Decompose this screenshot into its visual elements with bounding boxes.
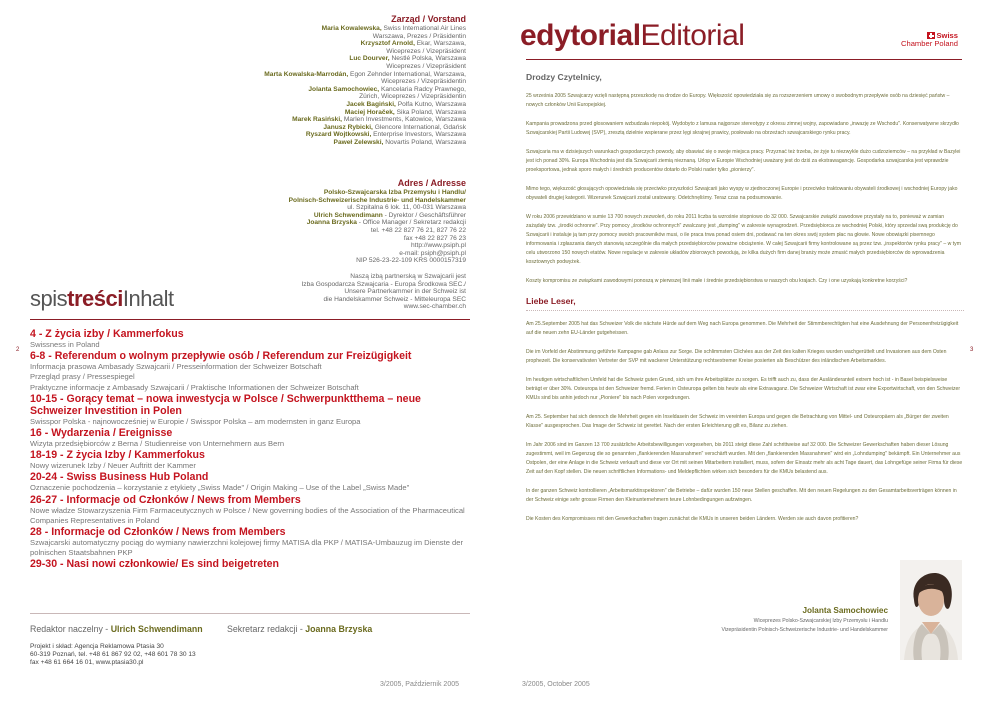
date-left: 3/2005, Październik 2005	[380, 681, 459, 688]
toc-item[interactable]	[30, 471, 475, 493]
secretary-label: Sekretarz redakcji -	[227, 624, 306, 634]
production-line: 60-319 Poznań, tel. +48 61 867 92 02, +48 601 78 30 13	[30, 651, 196, 658]
board-member-name: Luc Dourver,	[349, 55, 390, 63]
org-name-de: Polnisch-Schweizerische Industrie- und Handelskammer	[288, 196, 466, 204]
signer-role-pl: Wiceprezes Polsko-Szwajcarskiej Izby Przemysłu i Handlu	[753, 618, 888, 624]
board-member-detail: Novartis Poland, Warszawa	[385, 138, 466, 146]
toc-item-title[interactable]: 18-19 - Z życia Izby / Kammerfokus	[30, 449, 205, 462]
toc-item[interactable]	[30, 449, 475, 471]
production-line: fax +48 61 664 16 01, www.ptasia30.pl	[30, 659, 144, 666]
logo-text-swiss: Swiss	[936, 31, 958, 40]
toc-item[interactable]	[30, 393, 475, 427]
nip: NIP 526-23-22-109 KRS 0000157319	[356, 257, 466, 265]
board-member-detail: Glencore International, Gdańsk	[374, 123, 466, 131]
editorial-rule	[526, 59, 962, 60]
board-member-name: Janusz Rybicki,	[323, 123, 373, 131]
page-number-left: 2	[16, 347, 20, 353]
editorial-body	[526, 72, 964, 534]
board-member-detail: Marlen Investments, Katowice, Warszawa	[343, 116, 466, 124]
toc-item-title[interactable]: 28 - Informacje od Członków / News from Members	[30, 526, 286, 539]
toc-item[interactable]	[30, 350, 475, 393]
editorial-paragraph-pl: Kampania prowadzona przed głosowaniem wzbudzała niepokój. Wydobyto z lamusa najgorsze stereotypy z okresu zimnej wojny, zapowiadano „inwazję ze Wschodu". Konserwatywne skrzydło Szwajcarskiej Partii Ludowej (SVP), zresztą dzielnie wspierane przez lęgi skrajnej prawicy, posłowało na obrzeżach szwajcarskiego rynku pracy.	[526, 121, 959, 136]
editorial-paragraph-pl: Koszty kompromisu ze związkami zawodowymi ponoszą w pierwszej linii małe i średnie przedsiębiorstwa w naszych obu krajach. Czy i one uzyskają konkretne korzyści?	[526, 278, 908, 284]
board-list	[26, 25, 466, 147]
toc-item[interactable]	[30, 526, 475, 558]
toc-heading	[30, 286, 174, 312]
board-member-detail: Swiss International Air Lines	[383, 25, 466, 32]
toc-item-desc: Przegląd prasy / Pressespiegel	[30, 372, 135, 382]
toc-item-desc: Oznaczenie pochodzenia – korzystanie z etykiety „Swiss Made" / Origin Making – Use of the Label „Swiss Made"	[30, 483, 410, 493]
org-name-pl: Polsko-Szwajcarska Izba Przemysłu i Handlu/	[323, 189, 466, 196]
board-member-line	[26, 93, 466, 101]
editorial-paragraph-de: Die im Vorfeld der Abstimmung geführte Kampagne gab Anlass zur Sorge. Die schlimmsten Clichées aus der Zeit des kalten Krieges wurden wachgerüttelt und Invasionen aus dem Osten prophezeit. Die konservativsten Vertreter der SVP mit wackerer Unterstützung rechtsextremer Kreise posierten als Beschützer des inländischen Arbeitsmarktes.	[526, 349, 947, 364]
toc-item[interactable]	[30, 328, 475, 350]
board-title: Zarząd / Vorstand	[391, 14, 466, 24]
board-member-line	[26, 124, 466, 132]
manager-line	[26, 212, 466, 220]
toc-item[interactable]	[30, 427, 475, 449]
board-member-detail: Wiceprezes / Vizepräsident	[386, 47, 466, 55]
toc-item-desc: Nowy wizerunek Izby / Neuer Auftritt der Kammer	[30, 461, 196, 471]
office-line	[26, 219, 466, 227]
toc-item-desc: Swisspor Polska - najnowocześniej w Europie / Swisspor Polska – am modernsten in ganz Europa	[30, 416, 361, 426]
page-number-right: 3	[970, 347, 974, 353]
signer-name: Jolanta Samochowiec	[802, 606, 888, 615]
board-member-line	[26, 101, 466, 109]
board-member-line	[26, 63, 466, 71]
address-title: Adres / Adresse	[397, 178, 466, 188]
partner-line: Unsere Partnerkammer in der Schweiz ist	[344, 288, 466, 296]
toc-item-desc: Informacja prasowa Ambasady Szwajcarii / Presseinformation der Schweizer Botschaft	[30, 362, 322, 372]
office-role: - Office Manager / Sekretarz redakcji	[356, 219, 466, 227]
author-portrait-image	[900, 560, 962, 660]
board-member-detail: Polfa Kutno, Warszawa	[397, 100, 466, 108]
editorial-paragraph-pl: W roku 2006 przewidziano w sumie 13 700 nowych zezwoleń, do roku 2011 liczba ta wzrośnie stopniowo do 32 000. Szwajcarskie związki zawodowe przystały na to, ponieważ w zamian zażądały tzw. „środki ochronne". Przy pomocy „środków ochronnych" zwalczany jest „dumping" w zakresie wynagrodzeń. Przedsiębiorca ze wschodniej Polski, który sprzedał swą produkcję do Szwajcarii i instaluje ją tam przy pomocy swoich pracowników musi, o ile praca trwa ponad osiem dni, podawać na ten okres swój system płac na głowie. Nowe obowiązki pisemnego informowania i zgłaszania danych stanowią szczególnie dla małych przedsiębiorców poważne obciążenie. W całej Szwajcarii firmy kontrolowane są przez tzw. „inspektorów rynku pracy" – w tym celu utworzono 150 nowych etatów. Nowe regulacje w zakresie układów zbiorowych powodują, że kilka dużych firm danej branży może zmusić małych przedsiębiorców do wprowadzenia kosztownych podwyżek.	[526, 214, 961, 265]
board-member-name: Jolanta Samochowiec,	[308, 85, 380, 93]
board-member-detail: Wiceprezes / Vizepräsident	[386, 62, 466, 70]
toc-item-title[interactable]: 20-24 - Swiss Business Hub Poland	[30, 471, 209, 484]
editorial-title-pl: edytorial	[520, 19, 641, 52]
board-member-detail: Enterprise Investors, Warszawa	[373, 131, 466, 139]
editorial-paragraph-pl: Szwajcaria ma w dzisiejszych warunkach gospodarczych powody, aby obawiać się o swoje miejsca pracy. Przyznać też trzeba, że żyje tu niezwykle dużo cudzoziemców – na przykład w Bazylei jest ich ponad 30%. Europa Wschodnia jest dla Szwajcarii ziemią nieznaną. Urlop w Europie Wschodniej uważany jest do dziś za ekstrawagancję. Gospodarka szwajcarska jest wprawdzie proeksportowa, jednak sporo małych i średnich producentów dotarło do Polski nader tylko „pionierzy".	[526, 149, 961, 173]
editors-line	[30, 624, 372, 634]
author-photo	[900, 560, 962, 660]
board-member-line	[26, 86, 466, 94]
board-member-line	[26, 109, 466, 117]
footer-rule	[30, 613, 470, 614]
board-member-line	[26, 40, 466, 48]
board-member-name: Marek Rasiński,	[292, 116, 342, 124]
board-member-detail: Nestlé Polska, Warszawa	[391, 55, 466, 63]
board-member-name: Ryszard Wojtkowski,	[305, 131, 372, 139]
board-member-detail: Ekar, Warszawa,	[416, 40, 466, 48]
board-member-detail: Wiceprezes / Vizepräsidentin	[381, 78, 466, 86]
editorial-paragraph-de: In der ganzen Schweiz kontrollieren „Arbeitsmarktinspektoren" die Betriebe – dafür wurden 150 neue Stellen geschaffen. Mit den neuen Regelungen zu den Gesamtarbeitsverträgen können in der Schweiz einige sehr grosse Firmen den Kleinunternehmern teure Lohnbedingungen aufzwingen.	[526, 488, 957, 503]
toc-item-title[interactable]: 10-15 - Gorący temat – nowa inwestycja w Polsce / Schwerpunktthema – neue Schweizer Investition in Polen	[30, 392, 421, 417]
board-member-detail: Egon Zehnder International, Warszawa,	[350, 70, 466, 78]
toc-list	[30, 328, 475, 570]
partner-link[interactable]: www.sec-chamber.ch	[403, 303, 466, 311]
board-member-line	[26, 116, 466, 124]
toc-item-desc: Swissness in Poland	[30, 340, 100, 349]
board-section	[26, 14, 466, 147]
board-member-line	[26, 55, 466, 63]
date-right: 3/2005, October 2005	[522, 681, 590, 688]
board-member-line	[26, 131, 466, 139]
toc-heading-light2: Inhalt	[122, 286, 174, 311]
editorial-paragraph-pl: 25 września 2005 Szwajcarzy wzięli następną przeszkodę na drodze do Europy. Większość opowiedziała się za rozszerzeniem umowy o swobodnym przepływie osób na dziesięć państw – nowych członków Unii Europejskiej.	[526, 93, 950, 108]
toc-heading-bold: treści	[67, 286, 123, 311]
toc-item-title[interactable]: 29-30 - Nasi nowi członkowie/ Es sind beigetreten	[30, 558, 280, 571]
secretary-name: Joanna Brzyska	[305, 624, 373, 634]
board-member-name: Paweł Zelewski,	[333, 138, 384, 146]
board-member-line	[26, 25, 466, 33]
editor-label: Redaktor naczelny -	[30, 624, 111, 634]
toc-item-title[interactable]: 16 - Wydarzenia / Ereignisse	[30, 427, 173, 440]
office-name: Joanna Brzyska	[306, 219, 357, 227]
partner-line: die Handelskammer Schweiz - Mitteleuropa SEC	[323, 295, 466, 303]
toc-item-desc: Nowe władze Stowarzyszenia Firm Farmaceutycznych w Polsce / New governing bodies of the Association of the Pharmaceutical Companies Representatives in Poland	[30, 505, 465, 525]
tel: tel. +48 22 827 76 21, 827 76 22	[370, 226, 466, 234]
board-member-name: Maria Kowalewska,	[321, 25, 382, 32]
swiss-chamber-logo	[901, 32, 958, 48]
board-member-detail: Sika Poland, Warszawa	[396, 108, 466, 116]
board-member-line	[26, 48, 466, 56]
board-member-line	[26, 71, 466, 79]
manager-name: Ulrich Schwendimann	[313, 211, 383, 219]
board-member-name: Maciej Horaček,	[344, 108, 395, 116]
board-member-name: Krzysztof Arnold,	[360, 40, 415, 48]
greeting-pl: Drodzy Czytelnicy,	[526, 72, 602, 82]
fax: fax +48 22 827 76 23	[403, 234, 466, 242]
toc-item-desc: Praktyczne informacje z Ambasady Szwajcarii / Praktische Informationen der Schweizer Botschaft	[30, 382, 359, 392]
right-page	[496, 0, 992, 701]
greeting-divider	[526, 310, 964, 311]
toc-item-title[interactable]: 26-27 - Informacje od Członków / News from Members	[30, 493, 301, 506]
board-member-line	[26, 139, 466, 147]
partner-line: Izba Gospodarcza Szwajcaria - Europa Środkowa SEC./	[301, 280, 466, 288]
board-member-detail: Zürich, Wiceprezes / Vizepräsidentin	[359, 93, 466, 101]
toc-item-desc: Szwajcarski automatyczny pociąg do wymiany nawierzchni kolejowej firmy MATISA dla PKP / MATISA-Umbauzug im Dienste der polnischen Staatsbahnen PKP	[30, 538, 464, 558]
toc-item[interactable]	[30, 494, 475, 526]
editorial-paragraph-de: Im Jahr 2006 sind im Ganzen 13 700 zusätzliche Arbeitsbewilligungen vorgesehen, bis 2011 steigt diese Zahl schrittweise auf 32 000. Die Schweizer Gewerkschaften haben dieser Lösung zugestimmt, weil im Gegenzug die so genannten „flankierenden Massnahmen" verschärft wurden. Mit den „flankierenden Massnahmen" wird ein „Lohndumping" bekämpft. Ein Unternehmer aus Ostpolen, der eine Anlage in die Schweiz verkauft und diese vor Ort mit seinen Mitarbeitern installiert, muss, sofern der Einsatz mehr als acht Tage dauert, das Lohngefüge seiner Firma für diese Zeit auf den Kopf stellen. Die neuen schriftlichen Informations- und Meldepflichten wirken sich besonders für die KMUs belastend aus.	[526, 442, 963, 475]
editorial-paragraph-de: Am 25. September hat sich dennoch die Mehrheit gegen ein Inseldasein der Schweiz im vereinten Europa und gegen die Betrachtung von Mittel- und Osteuropäern als „Bürger der zweiten Klasse" ausgesprochen. Das Image der Schweiz ist gerettet. Nach der ersten Erleichterung gilt es, Bilanz zu ziehen.	[526, 414, 949, 429]
email-link[interactable]: e-mail: psiph@psiph.pl	[399, 249, 466, 257]
board-member-detail: Warszawa, Prezes / Präsidentin	[372, 32, 466, 40]
paragraphs-pl	[526, 92, 964, 286]
signature-block	[721, 605, 888, 634]
board-member-line	[26, 33, 466, 41]
production-info	[30, 643, 196, 667]
board-member-name: Marta Kowalska-Marrodán,	[264, 70, 349, 78]
production-line: Projekt i skład: Agencja Reklamowa Ptasia 30	[30, 643, 164, 650]
toc-item[interactable]	[30, 558, 475, 570]
board-member-line	[26, 78, 466, 86]
greeting-de: Liebe Leser,	[526, 296, 576, 306]
editorial-title-de: Editorial	[640, 19, 745, 52]
editorial-paragraph-de: Im heutigen wirtschaftlichen Umfeld hat die Schweiz guten Grund, sich um ihre Arbeitsplätze zu sorgen. Es trifft auch zu, dass der Ausländeranteil extrem hoch ist - in Basel beispielsweise beträgt er über 30%. Osteuropa ist den Schweizer fremd. Ferien in Osteuropa gelten bis heute als eine Extravaganz. Die Schweizer Wirtschaft ist zwar eine Exportwirtschaft, von den Schweizer KMUs sind bis anhin jedoch nur „Pioniere" bis nach Polen vorgedrungen.	[526, 377, 961, 401]
partner-line: Naszą izbą partnerską w Szwajcarii jest	[350, 272, 466, 280]
toc-item-title[interactable]: 4 - Z życia izby / Kammerfokus	[30, 328, 184, 340]
board-member-name: Jacek Bagiński,	[346, 100, 396, 108]
signer-role-de: Vizepräsidentin Polnisch-Schweizerische Industrie- und Handelskammer	[721, 626, 888, 633]
toc-item-title[interactable]: 6-8 - Referendum o wolnym przepływie osób / Referendum zur Freizügigkeit	[30, 350, 412, 363]
editorial-paragraph-de: Am 25.September 2005 hat das Schweizer Volk die nächste Hürde auf dem Weg nach Europa genommen. Die Mehrheit der Stimmberechtigten hat eine Ausdehnung der Personenfreizügigkeit auf die neuen zehn EU-Länder gutgeheissen.	[526, 321, 959, 336]
editorial-title	[520, 18, 744, 54]
street: ul. Szpitalna 6 lok. 11, 00-031 Warszawa	[347, 204, 466, 212]
editorial-paragraph-pl: Mimo tego, większość głosujących opowiedziała się przeciwko przyszłości Szwajcarii jako wyspy w zjednoczonej Europie i przeciwko traktowaniu obywateli środkowej i wschodniej Europy jako obywateli drugiej kategorii. Wizerunek Szwajcarii został uratowany. Odetchnęliśmy. Teraz czas na podsumowanie.	[526, 186, 958, 201]
editorial-paragraph-de: Die Kosten des Kompromisses mit den Gewerkschaften tragen zunächst die KMUs in unseren beiden Ländern. Werden sie auch davon profitieren?	[526, 516, 859, 522]
toc-item-desc: Wizyta przedsiębiorców z Berna / Studienreise von Unternehmern aus Bern	[30, 439, 285, 449]
toc-heading-light: spis	[30, 286, 68, 311]
editor-name: Ulrich Schwendimann	[110, 624, 203, 634]
swiss-cross-icon	[927, 32, 935, 39]
board-member-detail: Kancelaria Radcy Prawnego,	[380, 85, 466, 93]
paragraphs-de	[526, 320, 964, 524]
manager-role: - Dyrektor / Geschäftsführer	[382, 211, 466, 219]
www-link[interactable]: http://www.psiph.pl	[411, 242, 466, 250]
logo-text-chamber: Chamber Poland	[901, 39, 958, 48]
toc-rule	[30, 319, 470, 320]
